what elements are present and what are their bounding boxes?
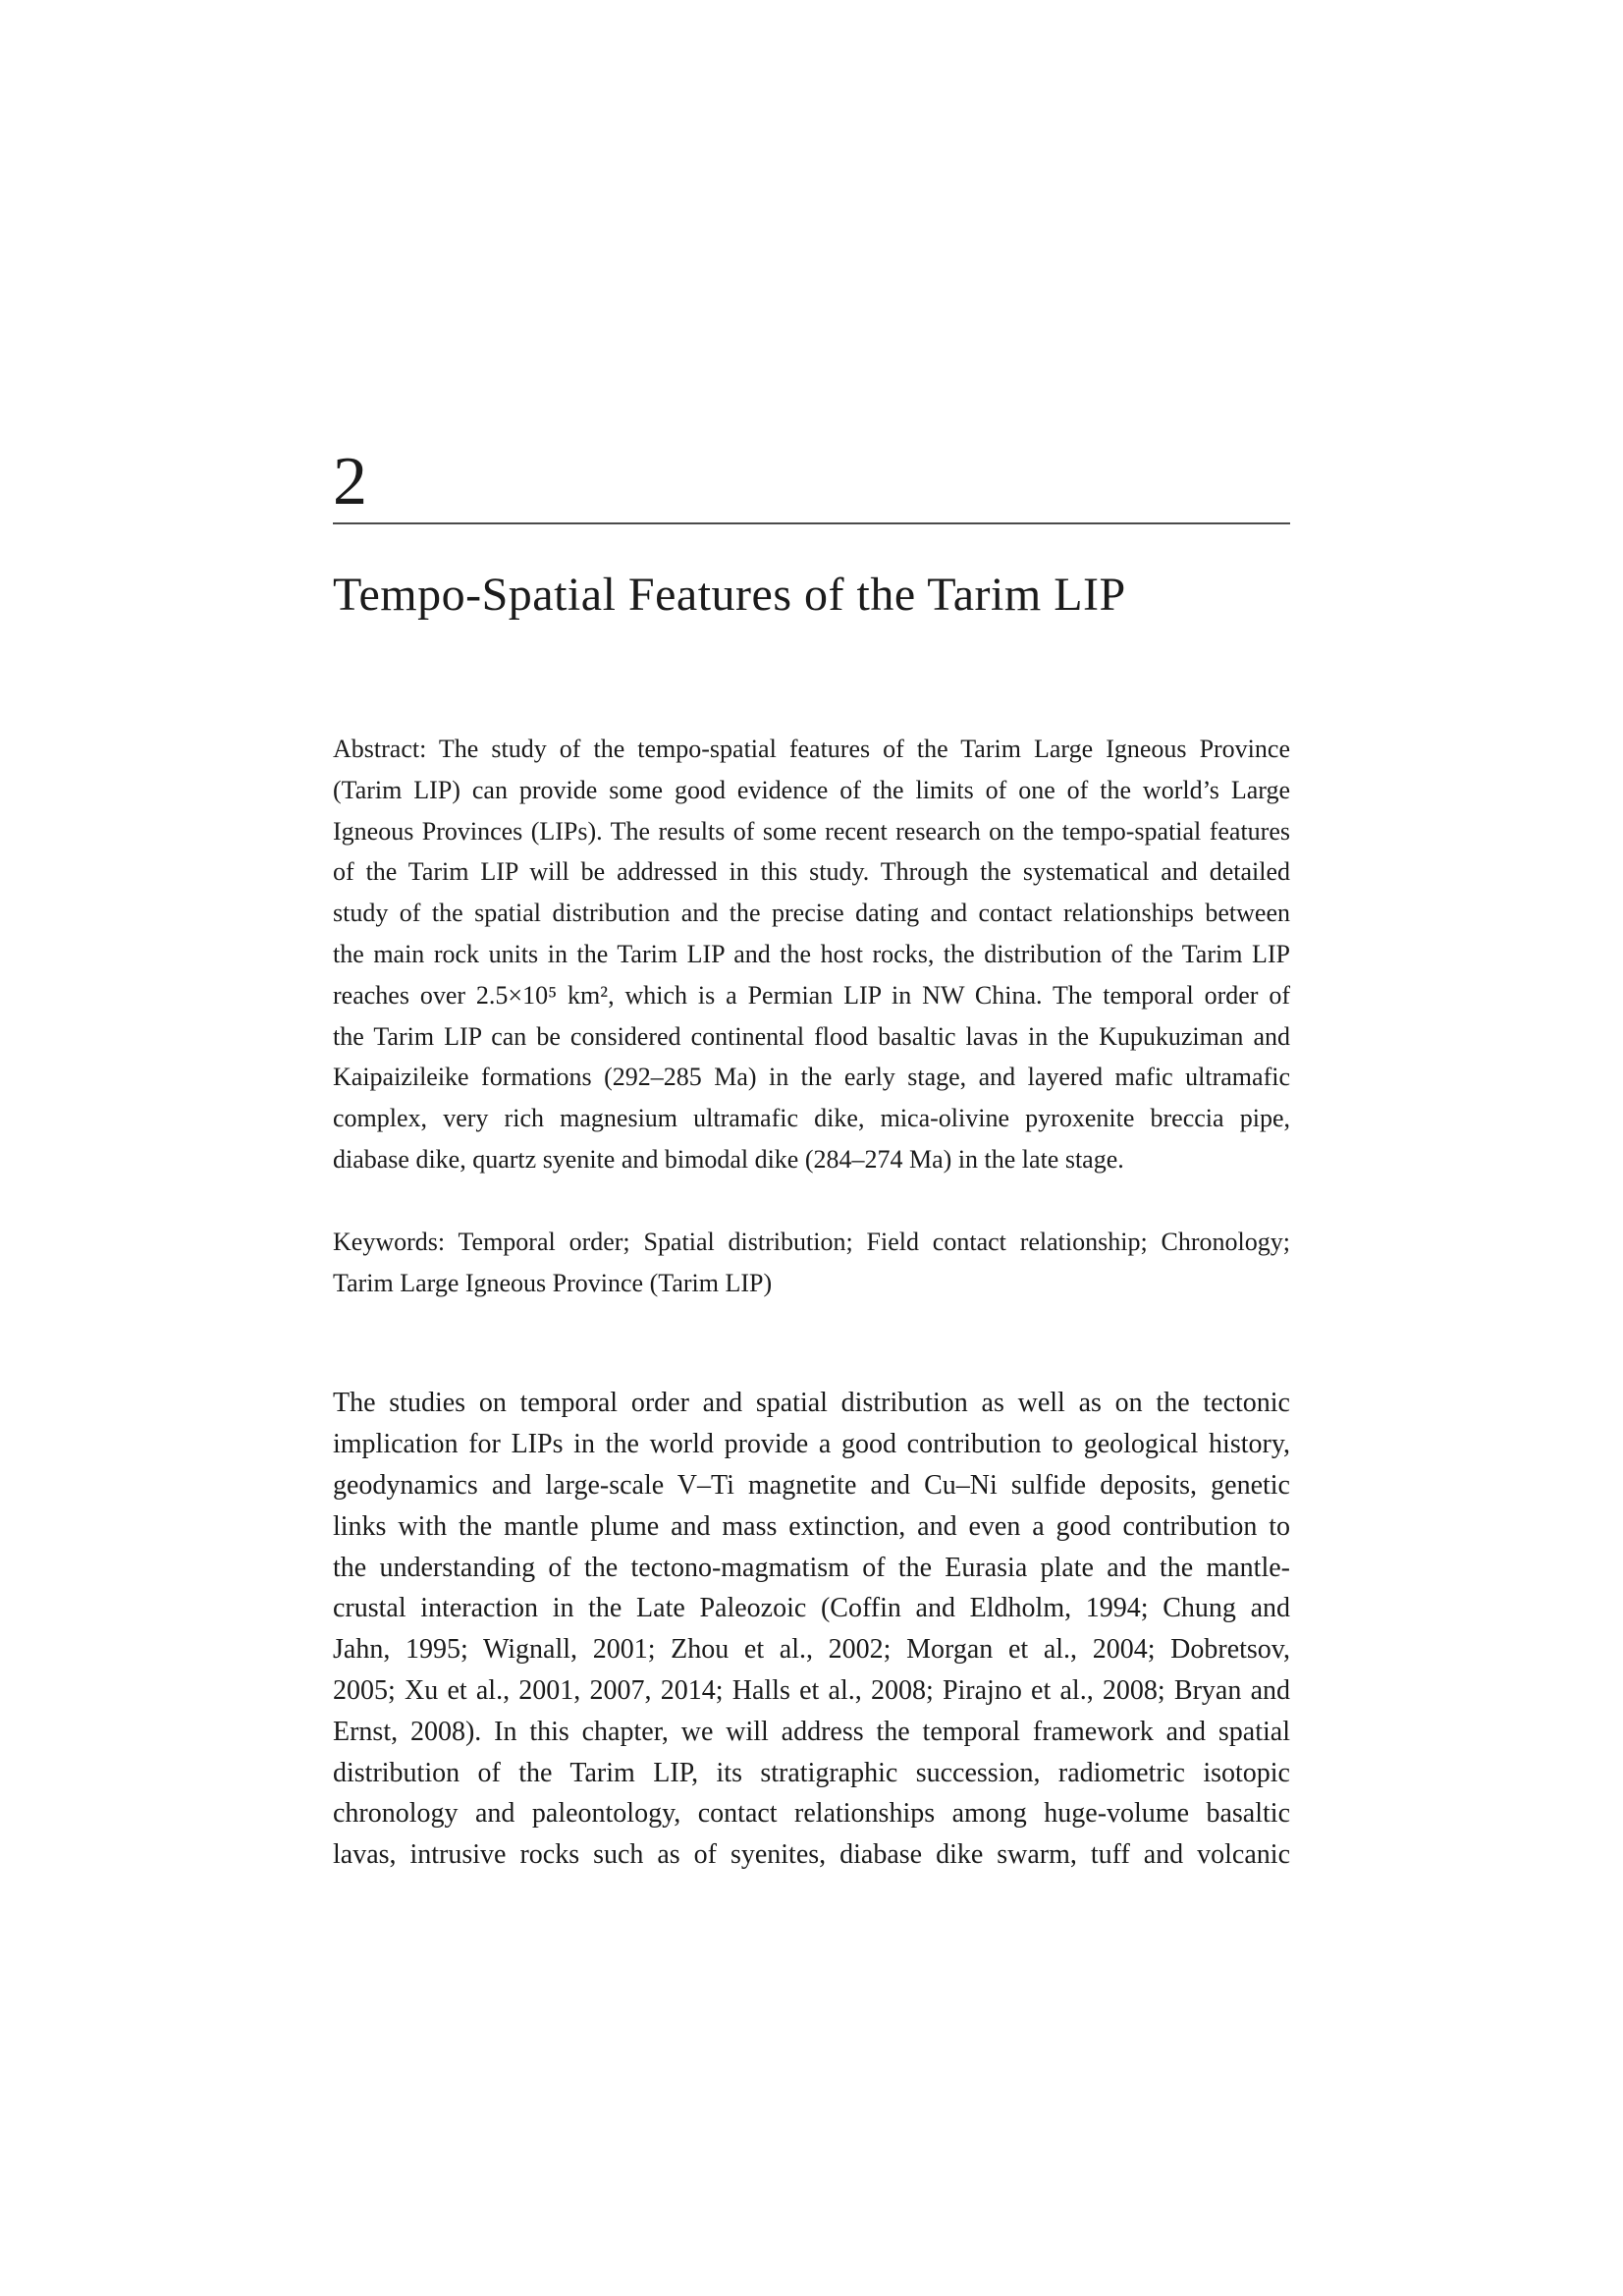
chapter-divider-rule [333, 522, 1290, 524]
abstract-line: Kaipaizileike formations (292–285 Ma) in the early stage, and layered mafic ultramafic [333, 1063, 1290, 1092]
body-paragraph [333, 1383, 1290, 1876]
abstract-line: the Tarim LIP can be considered continental flood basaltic lavas in the Kupukuziman and [333, 1021, 1290, 1051]
abstract-line: diabase dike, quartz syenite and bimodal dike (284–274 Ma) in the late stage. [333, 1144, 1124, 1174]
body-line: links with the mantle plume and mass extinction, and even a good contribution to [333, 1510, 1290, 1542]
body-line: The studies on temporal order and spatial distribution as well as on the tectonic [333, 1388, 1290, 1419]
body-line: Jahn, 1995; Wignall, 2001; Zhou et al., 2002; Morgan et al., 2004; Dobretsov, [333, 1634, 1290, 1666]
body-line: distribution of the Tarim LIP, its stratigraphic succession, radiometric isotopic [333, 1757, 1290, 1788]
body-line: implication for LIPs in the world provide a good contribution to geological history, [333, 1429, 1290, 1460]
body-line: lavas, intrusive rocks such as of syenites, diabase dike swarm, tuff and volcanic [333, 1839, 1290, 1871]
body-line: chronology and paleontology, contact relationships among huge-volume basaltic [333, 1798, 1290, 1830]
abstract-line: of the Tarim LIP will be addressed in this study. Through the systematical and detailed [333, 857, 1290, 887]
abstract-line: reaches over 2.5×10⁵ km², which is a Permian LIP in NW China. The temporal order of [333, 980, 1290, 1010]
body-line: crustal interaction in the Late Paleozoic (Coffin and Eldholm, 1994; Chung and [333, 1593, 1290, 1624]
chapter-number: 2 [333, 444, 367, 519]
keywords-line: Tarim Large Igneous Province (Tarim LIP) [333, 1268, 773, 1297]
abstract-line: Abstract: The study of the tempo-spatial features of the Tarim Large Igneous Province [333, 735, 1290, 763]
body-line: geodynamics and large-scale V–Ti magnetite and Cu–Ni sulfide deposits, genetic [333, 1469, 1290, 1501]
abstract-paragraph [333, 729, 1290, 1180]
abstract-line: study of the spatial distribution and the precise dating and contact relationships between [333, 899, 1290, 928]
chapter-title: Tempo-Spatial Features of the Tarim LIP [333, 569, 1126, 621]
abstract-line: the main rock units in the Tarim LIP and the host rocks, the distribution of the Tarim LIP [333, 939, 1290, 968]
body-line: the understanding of the tectono-magmatism of the Eurasia plate and the mantle- [333, 1552, 1290, 1583]
abstract-line: Igneous Provinces (LIPs). The results of some recent research on the tempo-spatial features [333, 816, 1290, 846]
abstract-line: (Tarim LIP) can provide some good evidence of the limits of one of the world’s Large [333, 775, 1290, 804]
body-line: Ernst, 2008). In this chapter, we will address the temporal framework and spatial [333, 1716, 1290, 1747]
keywords-line: Keywords: Temporal order; Spatial distribution; Field contact relationship; Chronology; [333, 1227, 1290, 1256]
keywords-paragraph [333, 1222, 1290, 1304]
abstract-line: complex, very rich magnesium ultramafic dike, mica-olivine pyroxenite breccia pipe, [333, 1104, 1290, 1133]
body-line: 2005; Xu et al., 2001, 2007, 2014; Halls et al., 2008; Pirajno et al., 2008; Bryan and [333, 1674, 1290, 1706]
